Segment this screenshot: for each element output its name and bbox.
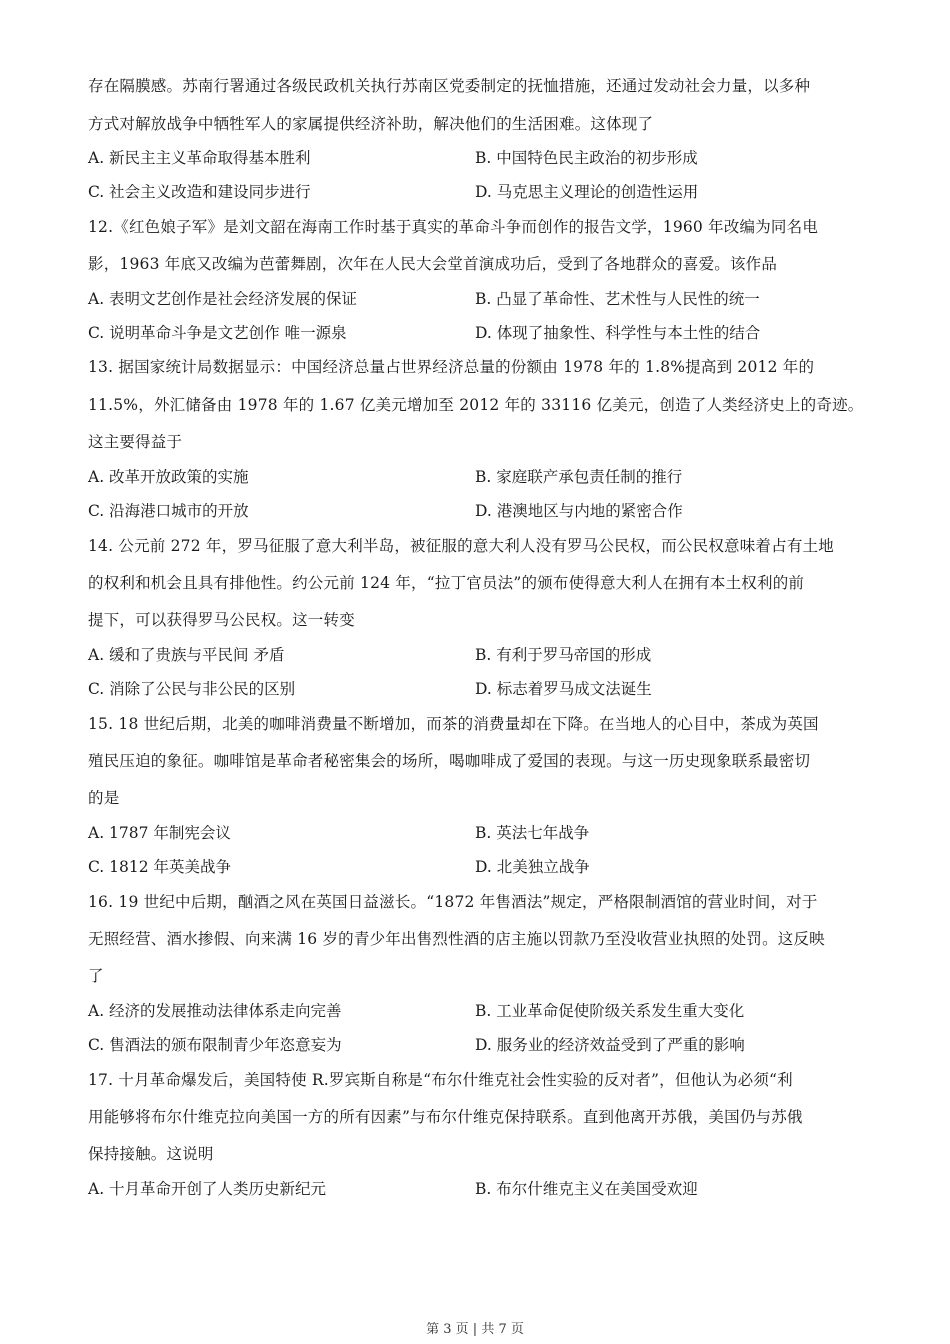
option-d: D. 马克思主义理论的创造性运用 <box>475 183 699 201</box>
question-text-line: 17. 十月革命爆发后，美国特使 R.罗宾斯自称是“布尔什维克社会性实验的反对者”，但他认为必须“利 <box>88 1071 793 1089</box>
option-b: B. 布尔什维克主义在美国受欢迎 <box>475 1180 698 1198</box>
option-a: A. 改革开放政策的实施 <box>88 468 249 486</box>
option-b: B. 有利于罗马帝国的形成 <box>475 646 652 664</box>
question-text-line: 的权利和机会且具有排他性。约公元前 124 年，“拉丁官员法”的颁布使得意大利人在拥有本土权利的前 <box>88 574 805 592</box>
option-c: C. 售酒法的颁布限制青少年恣意妄为 <box>88 1036 342 1054</box>
question-text-line: 15. 18 世纪后期，北美的咖啡消费量不断增加，而茶的消费量却在下降。在当地人的心目中，茶成为英国 <box>88 715 819 733</box>
option-d: D. 服务业的经济效益受到了严重的影响 <box>475 1036 745 1054</box>
option-a: A. 十月革命开创了人类历史新纪元 <box>88 1180 327 1198</box>
question-text-line: 影，1963 年底又改编为芭蕾舞剧，次年在人民大会堂首演成功后，受到了各地群众的喜爱。该作品 <box>88 255 778 273</box>
question-text-line: 了 <box>88 967 104 985</box>
question-text-line: 12.《红色娘子军》是刘文韶在海南工作时基于真实的革命斗争而创作的报告文学，1960 年改编为同名电 <box>88 218 819 236</box>
option-b: B. 凸显了革命性、艺术性与人民性的统一 <box>475 290 760 308</box>
option-d: D. 体现了抽象性、科学性与本土性的结合 <box>475 324 761 342</box>
option-a: A. 经济的发展推动法律体系走向完善 <box>88 1002 342 1020</box>
option-c: C. 说明革命斗争是文艺创作 唯一源泉 <box>88 324 347 342</box>
option-a: A. 缓和了贵族与平民间 矛盾 <box>88 646 285 664</box>
question-text-line: 14. 公元前 272 年，罗马征服了意大利半岛，被征服的意大利人没有罗马公民权，而公民权意味着占有土地 <box>88 537 834 555</box>
option-a: A. 新民主主义革命取得基本胜利 <box>88 149 311 167</box>
question-text-line: 13. 据国家统计局数据显示：中国经济总量占世界经济总量的份额由 1978 年的 1.8%提高到 2012 年的 <box>88 358 815 376</box>
question-text-line: 的是 <box>88 789 120 807</box>
option-b: B. 英法七年战争 <box>475 824 590 842</box>
question-text-line: 殖民压迫的象征。咖啡馆是革命者秘密集会的场所，喝咖啡成了爱国的表现。与这一历史现象联系最密切 <box>88 752 811 770</box>
option-a: A. 1787 年制宪会议 <box>88 824 231 842</box>
question-text-line: 16. 19 世纪中后期，酗酒之风在英国日益滋长。“1872 年售酒法”规定，严格限制酒馆的营业时间，对于 <box>88 893 818 911</box>
option-c: C. 社会主义改造和建设同步进行 <box>88 183 311 201</box>
option-c: C. 1812 年英美战争 <box>88 858 232 876</box>
option-d: D. 北美独立战争 <box>475 858 590 876</box>
question-text-line: 保持接触。这说明 <box>88 1145 214 1163</box>
question-text-line: 无照经营、酒水掺假、向来满 16 岁的青少年出售烈性酒的店主施以罚款乃至没收营业执照的处罚。这反映 <box>88 930 825 948</box>
option-c: C. 消除了公民与非公民的区别 <box>88 680 296 698</box>
option-d: D. 标志着罗马成文法诞生 <box>475 680 652 698</box>
page-number-footer: 第 3 页 | 共 7 页 <box>426 1322 524 1337</box>
question-text-line: 用能够将布尔什维克拉向美国一方的所有因素”与布尔什维克保持联系。直到他离开苏俄，美国仍与苏俄 <box>88 1108 803 1126</box>
option-b: B. 家庭联产承包责任制的推行 <box>475 468 683 486</box>
option-d: D. 港澳地区与内地的紧密合作 <box>475 502 683 520</box>
option-a: A. 表明文艺创作是社会经济发展的保证 <box>88 290 358 308</box>
question-text-line: 11.5%，外汇储备由 1978 年的 1.67 亿美元增加至 2012 年的 33116 亿美元，创造了人类经济史上的奇迹。 <box>88 396 864 414</box>
question-text-line: 这主要得益于 <box>88 433 183 451</box>
question-text-line: 方式对解放战争中牺牲军人的家属提供经济补助，解决他们的生活困难。这体现了 <box>88 115 654 133</box>
option-b: B. 工业革命促使阶级关系发生重大变化 <box>475 1002 745 1020</box>
question-text-line: 提下，可以获得罗马公民权。这一转变 <box>88 611 355 629</box>
option-b: B. 中国特色民主政治的初步形成 <box>475 149 698 167</box>
question-text-line: 存在隔膜感。苏南行署通过各级民政机关执行苏南区党委制定的抚恤措施，还通过发动社会力量，以多种 <box>88 77 811 95</box>
option-c: C. 沿海港口城市的开放 <box>88 502 249 520</box>
